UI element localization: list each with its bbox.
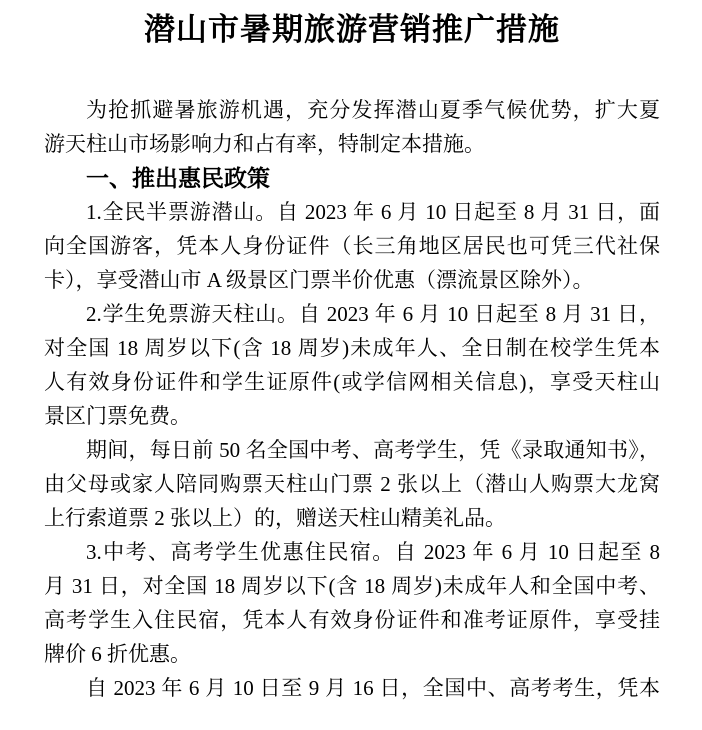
text-line: 月 31 日，对全国 18 周岁以下(含 18 周岁)未成年人和全国中考、: [44, 574, 660, 598]
text-line: 自 2023 年 6 月 10 日至 9 月 16 日，全国中、高考考生，凭本: [86, 676, 660, 700]
document-title: 潜山市暑期旅游营销推广措施: [144, 12, 560, 47]
section-heading: 一、推出惠民政策: [86, 165, 270, 191]
text-line: 高考学生入住民宿，凭本人有效身份证件和准考证原件，享受挂: [44, 608, 660, 632]
text-line: 2.学生免票游天柱山。自 2023 年 6 月 10 日起至 8 月 31 日，: [86, 302, 660, 326]
text-line: 3.中考、高考学生优惠住民宿。自 2023 年 6 月 10 日起至 8: [86, 540, 660, 564]
text-line: 对全国 18 周岁以下(含 18 周岁)未成年人、全日制在校学生凭本: [44, 336, 660, 360]
text-line: 景区门票免费。: [44, 404, 191, 428]
text-line: 游天柱山市场影响力和占有率，特制定本措施。: [44, 132, 485, 156]
text-line: 期间，每日前 50 名全国中考、高考学生，凭《录取通知书》，: [86, 438, 660, 462]
text-line: 人有效身份证件和学生证原件(或学信网相关信息)，享受天柱山: [44, 370, 660, 394]
document-body: [44, 93, 660, 705]
text-line: 由父母或家人陪同购票天柱山门票 2 张以上（潜山人购票大龙窝: [44, 472, 660, 496]
text-line: 上行索道票 2 张以上）的，赠送天柱山精美礼品。: [44, 506, 506, 530]
text-line: 为抢抓避暑旅游机遇，充分发挥潜山夏季气候优势，扩大夏: [86, 98, 660, 122]
text-line: 向全国游客，凭本人身份证件（长三角地区居民也可凭三代社保: [44, 234, 660, 258]
text-line: 卡），享受潜山市 A 级景区门票半价优惠（漂流景区除外）。: [44, 268, 594, 292]
text-line: 牌价 6 折优惠。: [44, 642, 191, 666]
text-line: 1.全民半票游潜山。自 2023 年 6 月 10 日起至 8 月 31 日，面: [86, 200, 660, 224]
